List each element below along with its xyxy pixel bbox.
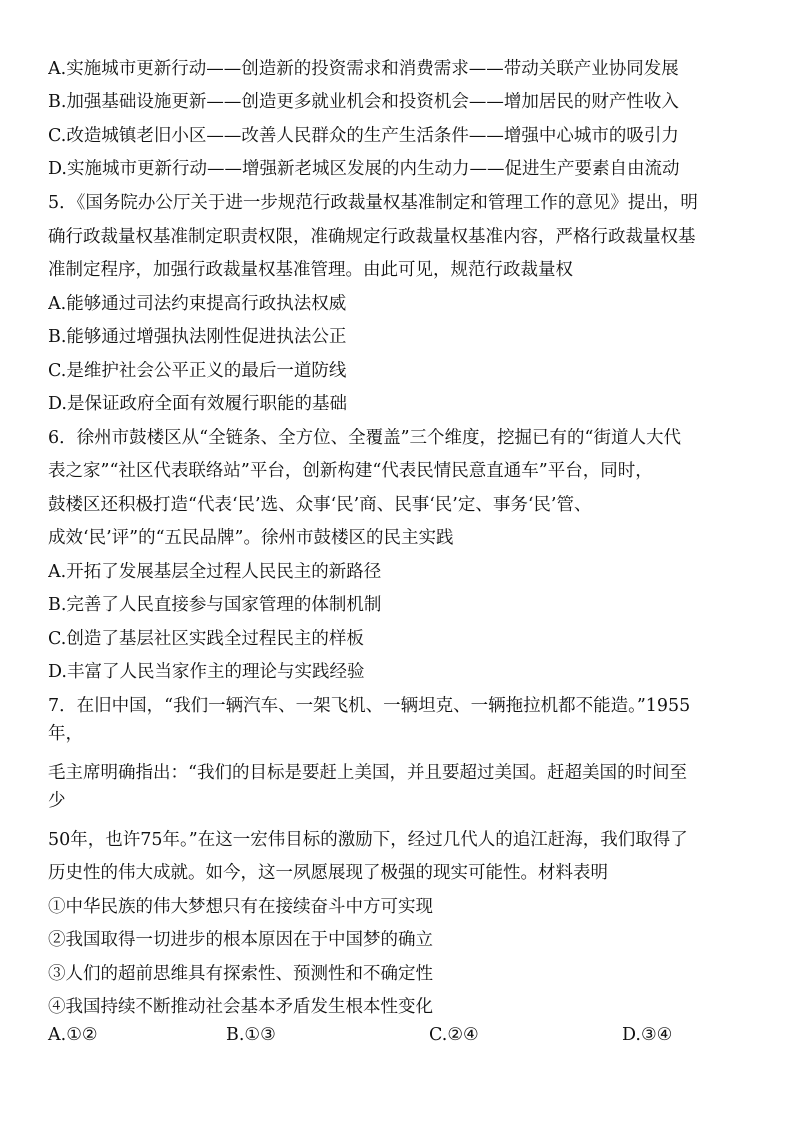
q7-choice-d: D.③④: [622, 1025, 673, 1045]
q6-stem-line: 6．徐州市鼓楼区从“全链条、全方位、全覆盖”三个维度，挖掘已有的“街道人大代: [48, 428, 681, 448]
q5-stem-line: 准制定程序，加强行政裁量权基准管理。由此可见，规范行政裁量权: [48, 260, 573, 280]
q4-option-c: C.改造城镇老旧小区——改善人民群众的生产生活条件——增强中心城市的吸引力: [48, 126, 679, 146]
q7-choices: [48, 1024, 758, 1046]
q7-choice-a: A.①②: [48, 1025, 98, 1045]
q6-option-a: A.开拓了发展基层全过程人民民主的新路径: [48, 562, 382, 582]
q7-statement-3: ③人们的超前思维具有探索性、预测性和不确定性: [48, 964, 433, 984]
q6-option-b: B.完善了人民直接参与国家管理的体制机制: [48, 595, 382, 615]
q7-statement-2: ②我国取得一切进步的根本原因在于中国梦的确立: [48, 930, 433, 950]
q5-stem-line: 5．《国务院办公厅关于进一步规范行政裁量权基准制定和管理工作的意见》提出，明: [48, 193, 698, 213]
q6-option-c: C.创造了基层社区实践全过程民主的样板: [48, 629, 364, 649]
q4-option-a: A.实施城市更新行动——创造新的投资需求和消费需求——带动关联产业协同发展: [48, 59, 679, 79]
q5-stem-line: 确行政裁量权基准制定职责权限，准确规定行政裁量权基准内容，严格行政裁量权基: [48, 227, 696, 247]
q7-stem-line: 50年，也许75年。”在这一宏伟目标的激励下，经过几代人的追江赶海，我们取得了: [48, 830, 688, 850]
q6-stem-line: 表之家”“社区代表联络站”平台，创新构建“代表民情民意直通车”平台，同时，: [48, 461, 653, 481]
q7-choice-c: C.②④: [429, 1025, 479, 1045]
q5-option-b: B.能够通过增强执法刚性促进执法公正: [48, 327, 347, 347]
q7-choice-b: B.①③: [226, 1025, 276, 1045]
q6-stem-line: 鼓楼区还积极打造“代表‘民’选、众事‘民’商、民事‘民’定、事务‘民’管、: [48, 495, 592, 515]
q7-stem-line: 年，: [48, 724, 83, 744]
q7-stem-line: 7．在旧中国，“我们一辆汽车、一架飞机、一辆坦克、一辆拖拉机都不能造。”1955: [48, 696, 691, 716]
q7-statement-1: ①中华民族的伟大梦想只有在接续奋斗中方可实现: [48, 897, 433, 917]
q5-option-a: A.能够通过司法约束提高行政执法权威: [48, 294, 347, 314]
q5-option-d: D.是保证政府全面有效履行职能的基础: [48, 394, 347, 414]
q5-option-c: C.是维护社会公平正义的最后一道防线: [48, 361, 347, 381]
q6-option-d: D.丰富了人民当家作主的理论与实践经验: [48, 662, 365, 682]
q7-statement-4: ④我国持续不断推动社会基本矛盾发生根本性变化: [48, 997, 433, 1017]
q7-stem-line: 历史性的伟大成就。如今，这一夙愿展现了极强的现实可能性。材料表明: [48, 863, 608, 883]
q7-stem-line: 少: [48, 791, 66, 811]
q4-option-b: B.加强基础设施更新——创造更多就业机会和投资机会——增加居民的财产性收入: [48, 92, 679, 112]
q4-option-d: D.实施城市更新行动——增强新老城区发展的内生动力——促进生产要素自由流动: [48, 159, 680, 179]
q7-stem-line: 毛主席明确指出：“我们的目标是要赶上美国，并且要超过美国。赶超美国的时间至: [48, 763, 687, 783]
q6-stem-line: 成效‘民’评”的“五民品牌”。徐州市鼓楼区的民主实践: [48, 528, 454, 548]
